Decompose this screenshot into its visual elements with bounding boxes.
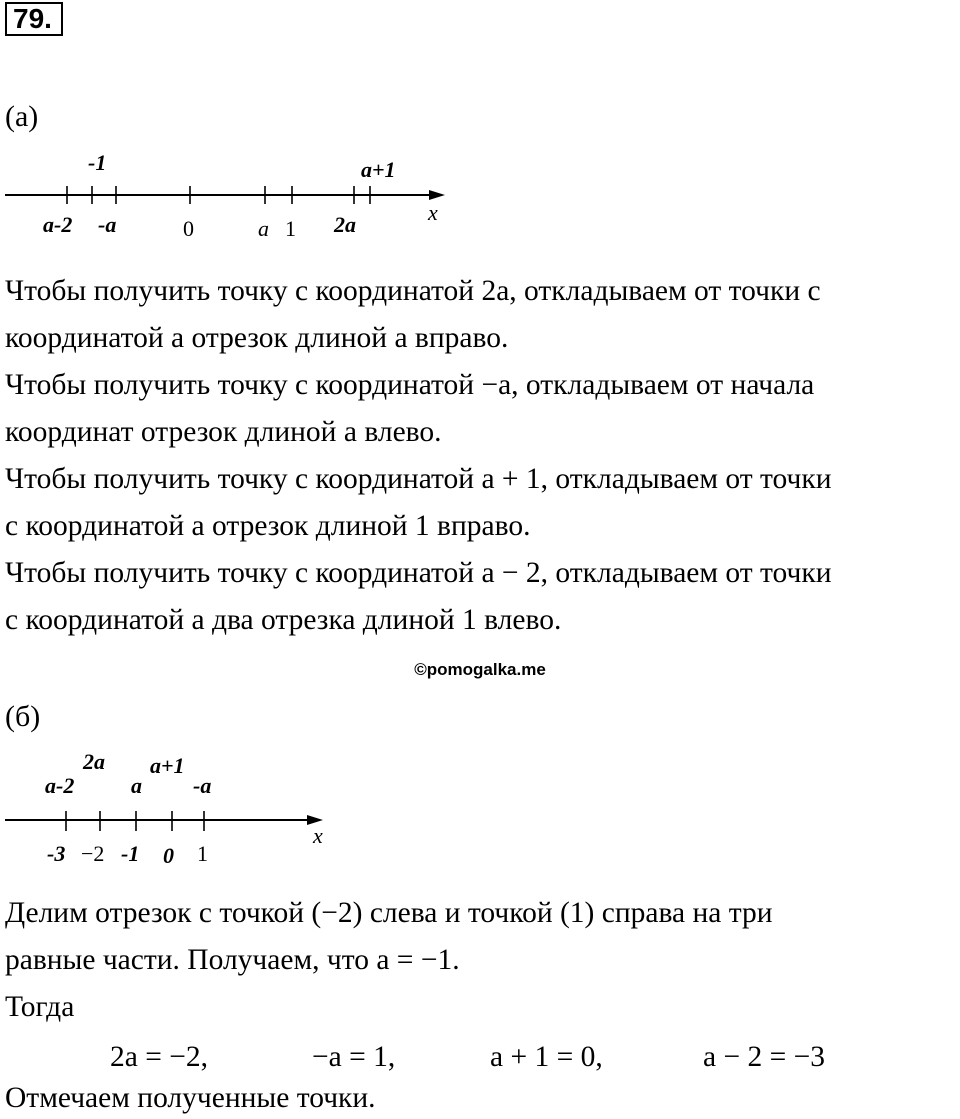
number-line-a bbox=[5, 150, 465, 250]
label-one: 1 bbox=[285, 216, 296, 241]
text-line: координатой a отрезок длиной a вправо. bbox=[5, 322, 509, 354]
part-b-label: (б) bbox=[5, 700, 41, 733]
label-a-minus2-b: a-2 bbox=[45, 773, 75, 798]
equation-1: 2a = −2, bbox=[110, 1041, 208, 1073]
axis-x-label-a: x bbox=[428, 200, 438, 225]
label-a: a bbox=[258, 216, 269, 241]
equation-2: −a = 1, bbox=[312, 1041, 396, 1073]
label-2a-b: 2a bbox=[83, 749, 105, 774]
final-line: Отмечаем полученные точки. bbox=[5, 1082, 376, 1114]
text-line: Чтобы получить точку с координатой −a, откладываем от начала bbox=[5, 369, 815, 401]
text-line: Чтобы получить точку с координатой a + 1, откладываем от точки bbox=[5, 463, 832, 495]
label-a-minus2: a-2 bbox=[43, 212, 73, 237]
label-minus1: -1 bbox=[88, 150, 107, 175]
label-minus1-b: -1 bbox=[121, 841, 140, 866]
label-minus2: −2 bbox=[81, 841, 105, 866]
text-line: Делим отрезок с точкой (−2) слева и точкой (1) справа на три bbox=[5, 897, 773, 929]
equation-4: a − 2 = −3 bbox=[703, 1041, 826, 1073]
watermark: ©pomogalka.me bbox=[414, 660, 546, 679]
text-line: Чтобы получить точку с координатой 2a, откладываем от точки с bbox=[5, 275, 821, 307]
text-line: Чтобы получить точку с координатой a − 2, откладываем от точки bbox=[5, 557, 832, 589]
label-zero-b: 0 bbox=[163, 843, 174, 868]
label-minus-a: -a bbox=[98, 212, 117, 237]
problem-number: 79. bbox=[5, 2, 63, 36]
label-one-b: 1 bbox=[197, 841, 208, 866]
label-a-plus1: a+1 bbox=[361, 157, 396, 182]
number-line-b bbox=[5, 745, 355, 875]
part-a-text bbox=[5, 268, 832, 644]
text-line: координат отрезок длиной a влево. bbox=[5, 416, 442, 448]
part-a-label: (а) bbox=[5, 100, 39, 133]
label-minus3: -3 bbox=[47, 841, 66, 866]
axis-arrow-a bbox=[429, 190, 445, 200]
label-a-plus1-b: a+1 bbox=[150, 753, 185, 778]
label-minus-a-b: -a bbox=[193, 773, 212, 798]
label-2a: 2a bbox=[334, 212, 356, 237]
text-line: Тогда bbox=[5, 991, 75, 1023]
part-b-text bbox=[5, 890, 773, 1031]
label-zero: 0 bbox=[183, 216, 194, 241]
label-a-b: a bbox=[131, 773, 142, 798]
text-line: с координатой a два отрезка длиной 1 влево. bbox=[5, 604, 562, 636]
text-line: с координатой a отрезок длиной 1 вправо. bbox=[5, 510, 531, 542]
equation-3: a + 1 = 0, bbox=[490, 1041, 603, 1073]
text-line: равные части. Получаем, что a = −1. bbox=[5, 944, 460, 976]
axis-x-label-b: x bbox=[313, 823, 323, 848]
